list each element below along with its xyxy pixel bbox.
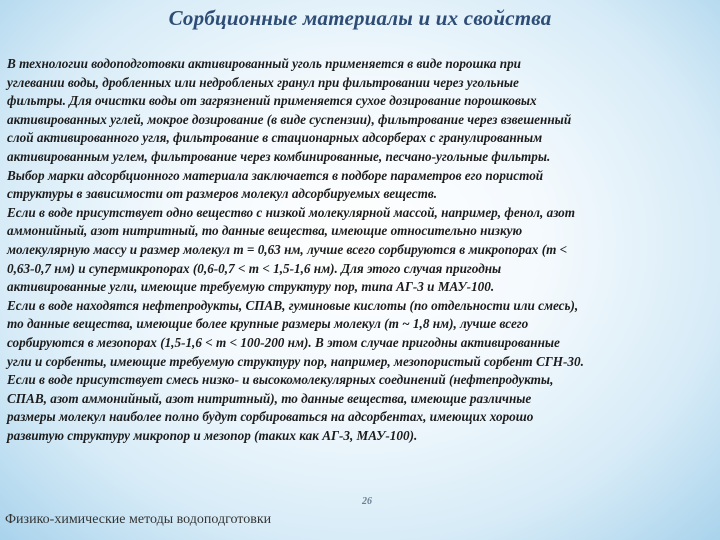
text-line: сорбируются в мезопорах (1,5-1,6 < т < 100-200 нм). В этом случае пригодны активированные: [7, 334, 560, 350]
text-line: слой активированного угля, фильтрование в стационарных адсорберах с гранулированным: [7, 130, 543, 146]
text-line: 0,63-0,7 нм) и супермикропорах (0,6-0,7 < т < 1,5-1,6 нм). Для этого случая пригодны: [7, 260, 502, 276]
text-line: размеры молекул наиболее полно будут сорбироваться на адсорбентах, имеющих хорошо: [7, 409, 534, 425]
text-line: углевании воды, дробленных или недробленых гранул при фильтровании через угольные: [7, 74, 519, 90]
text-line: СПАВ, азот аммонийный, азот нитритный), то данные вещества, имеющие различные: [7, 390, 532, 406]
text-line: В технологии водоподготовки активированный уголь применяется в виде порошка при: [7, 56, 522, 71]
text-line: аммонийный, азот нитритный, то данные вещества, имеющие относительно низкую: [7, 223, 523, 239]
text-line: активированным углем, фильтрование через комбинированные, песчано-угольные фильтры.: [7, 148, 551, 164]
footer-text: Физико-химические методы водоподготовки: [5, 512, 272, 527]
text-line: активированные угли, имеющие требуемую структуру пор, типа АГ-3 и МАУ-100.: [7, 279, 495, 295]
text-line: Выбор марки адсорбционного материала заключается в подборе параметров его пористой: [7, 167, 544, 183]
page-number: 26: [362, 496, 372, 507]
body-text: [7, 55, 715, 445]
text-line: активированных углей, мокрое дозирование (в виде суспензии), фильтрование через взвешенный: [7, 111, 572, 127]
text-line: структуры в зависимости от размеров молекул адсорбируемых веществ.: [7, 186, 438, 202]
text-line: то данные вещества, имеющие более крупные размеры молекул (т ~ 1,8 нм), лучше всего: [7, 316, 529, 332]
text-line: молекулярную массу и размер молекул т = 0,63 нм, лучше всего сорбируются в микропорах (т <: [7, 241, 568, 257]
text-line: Если в воде присутствует смесь низко- и высокомолекулярных соединений (нефтепродукты,: [7, 372, 554, 388]
slide-title: Сорбционные материалы и их свойства: [168, 6, 552, 30]
text-line: Если в воде присутствует одно вещество с низкой молекулярной массой, например, фенол, азот: [7, 204, 576, 220]
text-line: Если в воде находятся нефтепродукты, СПАВ, гуминовые кислоты (по отдельности или смесь),: [7, 297, 579, 313]
text-line: угли и сорбенты, имеющие требуемую структуру пор, например, мезопористый сорбент СГН-30.: [7, 353, 584, 369]
text-line: фильтры. Для очистки воды от загрязнений применяется сухое дозирование порошковых: [7, 93, 537, 109]
text-line: развитую структуру микропор и мезопор (таких как АГ-3, МАУ-100).: [7, 427, 418, 443]
